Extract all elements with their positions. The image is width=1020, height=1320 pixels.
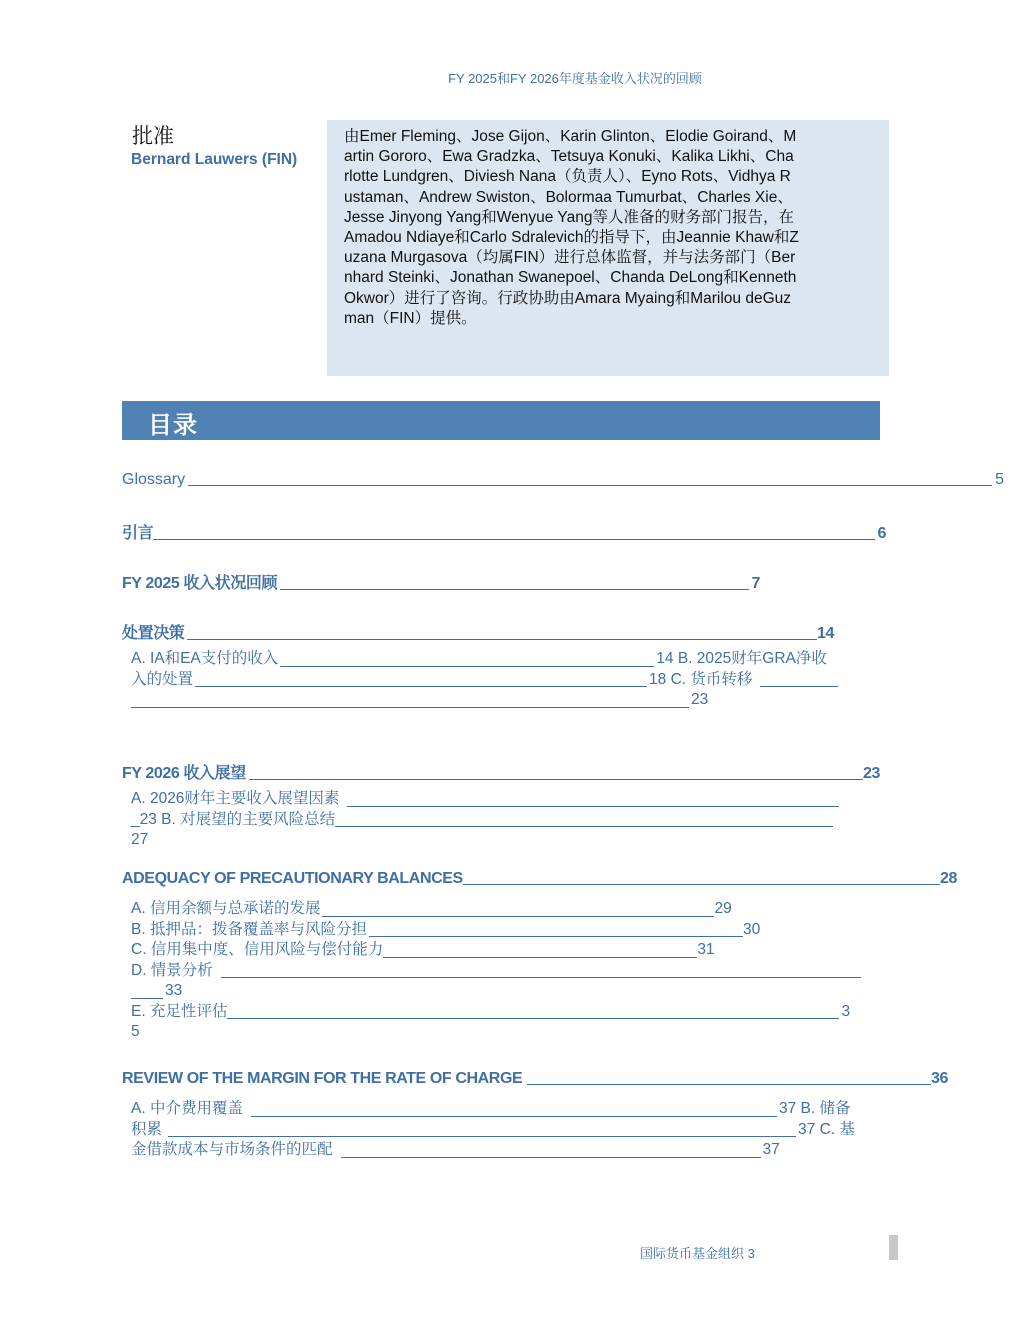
prepared-by-line: Amadou Ndiaye和Carlo Sdralevich的指导下，由Jeannie Khaw和Z [344,229,799,247]
toc-subline[interactable] [131,690,840,711]
toc-subline[interactable] [131,830,841,851]
toc-sub-label: 入的处置 [131,670,194,688]
toc-entry-page: 7 [751,575,760,592]
toc-leader-line [347,805,839,807]
toc-entry-page: 28 [940,870,957,887]
toc-entry-page: 14 [817,625,834,642]
toc-sub-page: 37 C. 基 [798,1120,855,1138]
approver-name: Bernard Lauwers (FIN) [131,151,298,168]
toc-sub-label: A. IA和EA支付的收入 [131,650,279,667]
prepared-by-line: nhard Steinki、Jonathan Swanepoel、Chanda DeLong和Kenneth [344,269,797,287]
toc-sublist-disposition [131,649,840,711]
toc-sub-label: D. 情景分析 [131,961,213,979]
prepared-by-line: uzana Murgasova（均属FIN）进行总体监督，并与法务部门（Ber [344,249,796,267]
toc-entry-page: 6 [877,525,886,542]
toc-subline[interactable] [131,810,841,831]
toc-leader-line [383,956,697,958]
toc-leader-line [131,706,689,708]
toc-leader-line [760,685,838,687]
toc-entry-label: FY 2025 收入状况回顾 [122,575,278,592]
toc-subline[interactable] [131,1099,855,1120]
toc-entry-margin[interactable] [122,1070,948,1088]
toc-leader-line [221,976,861,978]
toc-subline[interactable] [131,789,841,810]
toc-leader-line [249,778,863,780]
toc-sub-page: 14 B. 2025财年GRA净收 [656,650,827,667]
toc-sub-label: A. 信用余额与总承诺的发展 [131,900,321,917]
toc-entry-review[interactable] [122,570,760,593]
toc-entry-glossary[interactable] [122,471,1004,489]
toc-entry-label: ADEQUACY OF PRECAUTIONARY BALANCES [122,870,463,887]
toc-leader-line [341,1156,761,1158]
toc-subline[interactable] [131,920,863,941]
toc-entry-label: REVIEW OF THE MARGIN FOR THE RATE OF CHARGE [122,1070,523,1087]
toc-leader-line [335,825,833,827]
prepared-by-line: man（FIN）提供。 [344,309,477,327]
toc-sublist-margin [131,1099,855,1161]
toc-sub-page: 37 [762,1141,780,1158]
toc-subline[interactable] [131,981,863,1002]
toc-leader-line [195,685,647,687]
toc-entry-page: 36 [931,1070,948,1087]
toc-sub-label: E. 充足性评估 [131,1002,228,1020]
prepared-by-line: Jesse Jinyong Yang和Wenyue Yang等人准备的财务部门报告，在 [344,208,794,226]
toc-entry-label: 引言 [122,525,154,542]
toc-entry-page: 23 [863,765,880,782]
toc-sub-label: A. 2026财年主要收入展望因素 [131,790,340,807]
toc-entry-disposition[interactable] [122,620,834,643]
toc-entry-label: 处置决策 [122,625,185,642]
toc-leader-line [527,1083,931,1085]
toc-leader-line [463,883,940,885]
toc-entry-intro[interactable] [122,520,886,543]
toc-sub-label: 金借款成本与市场条件的匹配 [131,1141,333,1158]
toc-sub-page: 30 [742,920,761,938]
toc-entry-page: 5 [995,471,1004,488]
toc-sub-label: B. 抵押品：拨备覆盖率与风险分担 [131,920,367,938]
prepared-by-line: rlotte Lundgren、Diviesh Nana（负责人）、Eyno Rots、Vidhya R [344,168,791,186]
toc-leader-line [227,1017,839,1019]
prepared-by-text [344,127,867,329]
toc-subline[interactable] [131,961,863,982]
running-header: FY 2025和FY 2026年度基金收入状况的回顾 [448,71,702,86]
toc-subline[interactable] [131,940,863,961]
toc-leader-line [251,1115,777,1117]
toc-sub-label: 积累 [131,1120,163,1138]
toc-sub-page: 23 [691,691,709,708]
footer-marker-bar [889,1235,898,1260]
toc-leader-line [153,538,874,540]
toc-subline[interactable] [131,1120,855,1141]
toc-entry-label: FY 2026 收入展望 [122,765,246,782]
toc-title: 目录 [148,412,198,439]
toc-sub-page: 29 [714,900,732,917]
prepared-by-box [327,120,889,376]
toc-subline[interactable] [131,649,840,670]
prepared-by-line: artin Gororo、Ewa Gradzka、Tetsuya Konuki、Kalika Likhi、Cha [344,148,794,166]
toc-subline[interactable] [131,1140,855,1161]
toc-sub-page: 3 [841,1002,851,1020]
toc-sub-page: 33 [165,982,183,999]
toc-leader-line [322,915,714,917]
toc-sub-label: 27 [131,831,149,848]
toc-sub-label: 5 [131,1023,140,1040]
toc-leader-line [280,665,654,667]
toc-subline[interactable] [131,670,840,691]
toc-subline[interactable] [131,1022,863,1043]
toc-sub-label: A. 中介费用覆盖 [131,1100,243,1117]
toc-entry-label: Glossary [122,471,186,488]
toc-subline[interactable] [131,1002,863,1023]
toc-sub-page: 18 C. 货币转移 [649,670,753,688]
toc-entry-adequacy[interactable] [122,870,957,888]
toc-sub-label: _23 B. 对展望的主要风险总结 [131,810,336,828]
toc-leader-line [369,935,743,937]
footer-page-label: 国际货币基金组织 3 [640,1246,755,1261]
approval-title: 批准 [132,125,174,148]
toc-entry-outlook[interactable] [122,760,880,783]
prepared-by-line: 由Emer Fleming、Jose Gijon、Karin Glinton、Elodie Goirand、M [344,128,797,145]
toc-leader-line [187,638,817,640]
toc-leader-line [280,588,748,590]
toc-banner [122,401,880,440]
toc-leader-line [168,1135,796,1137]
toc-sub-page: 31 [697,941,715,958]
toc-leader-line [131,997,163,999]
toc-sub-label: C. 信用集中度、信用风险与偿付能力 [131,941,384,958]
prepared-by-line: ustaman、Andrew Swiston、Bolormaa Tumurbat、Charles Xie、 [344,188,793,206]
prepared-by-line: Okwor）进行了咨询。行政协助由Amara Myaing和Marilou deGuz [344,289,792,307]
toc-subline[interactable] [131,899,863,920]
toc-sub-page: 37 B. 储备 [778,1100,851,1117]
toc-leader-line [188,484,992,486]
toc-sublist-adequacy [131,899,863,1043]
toc-sublist-outlook [131,789,841,851]
